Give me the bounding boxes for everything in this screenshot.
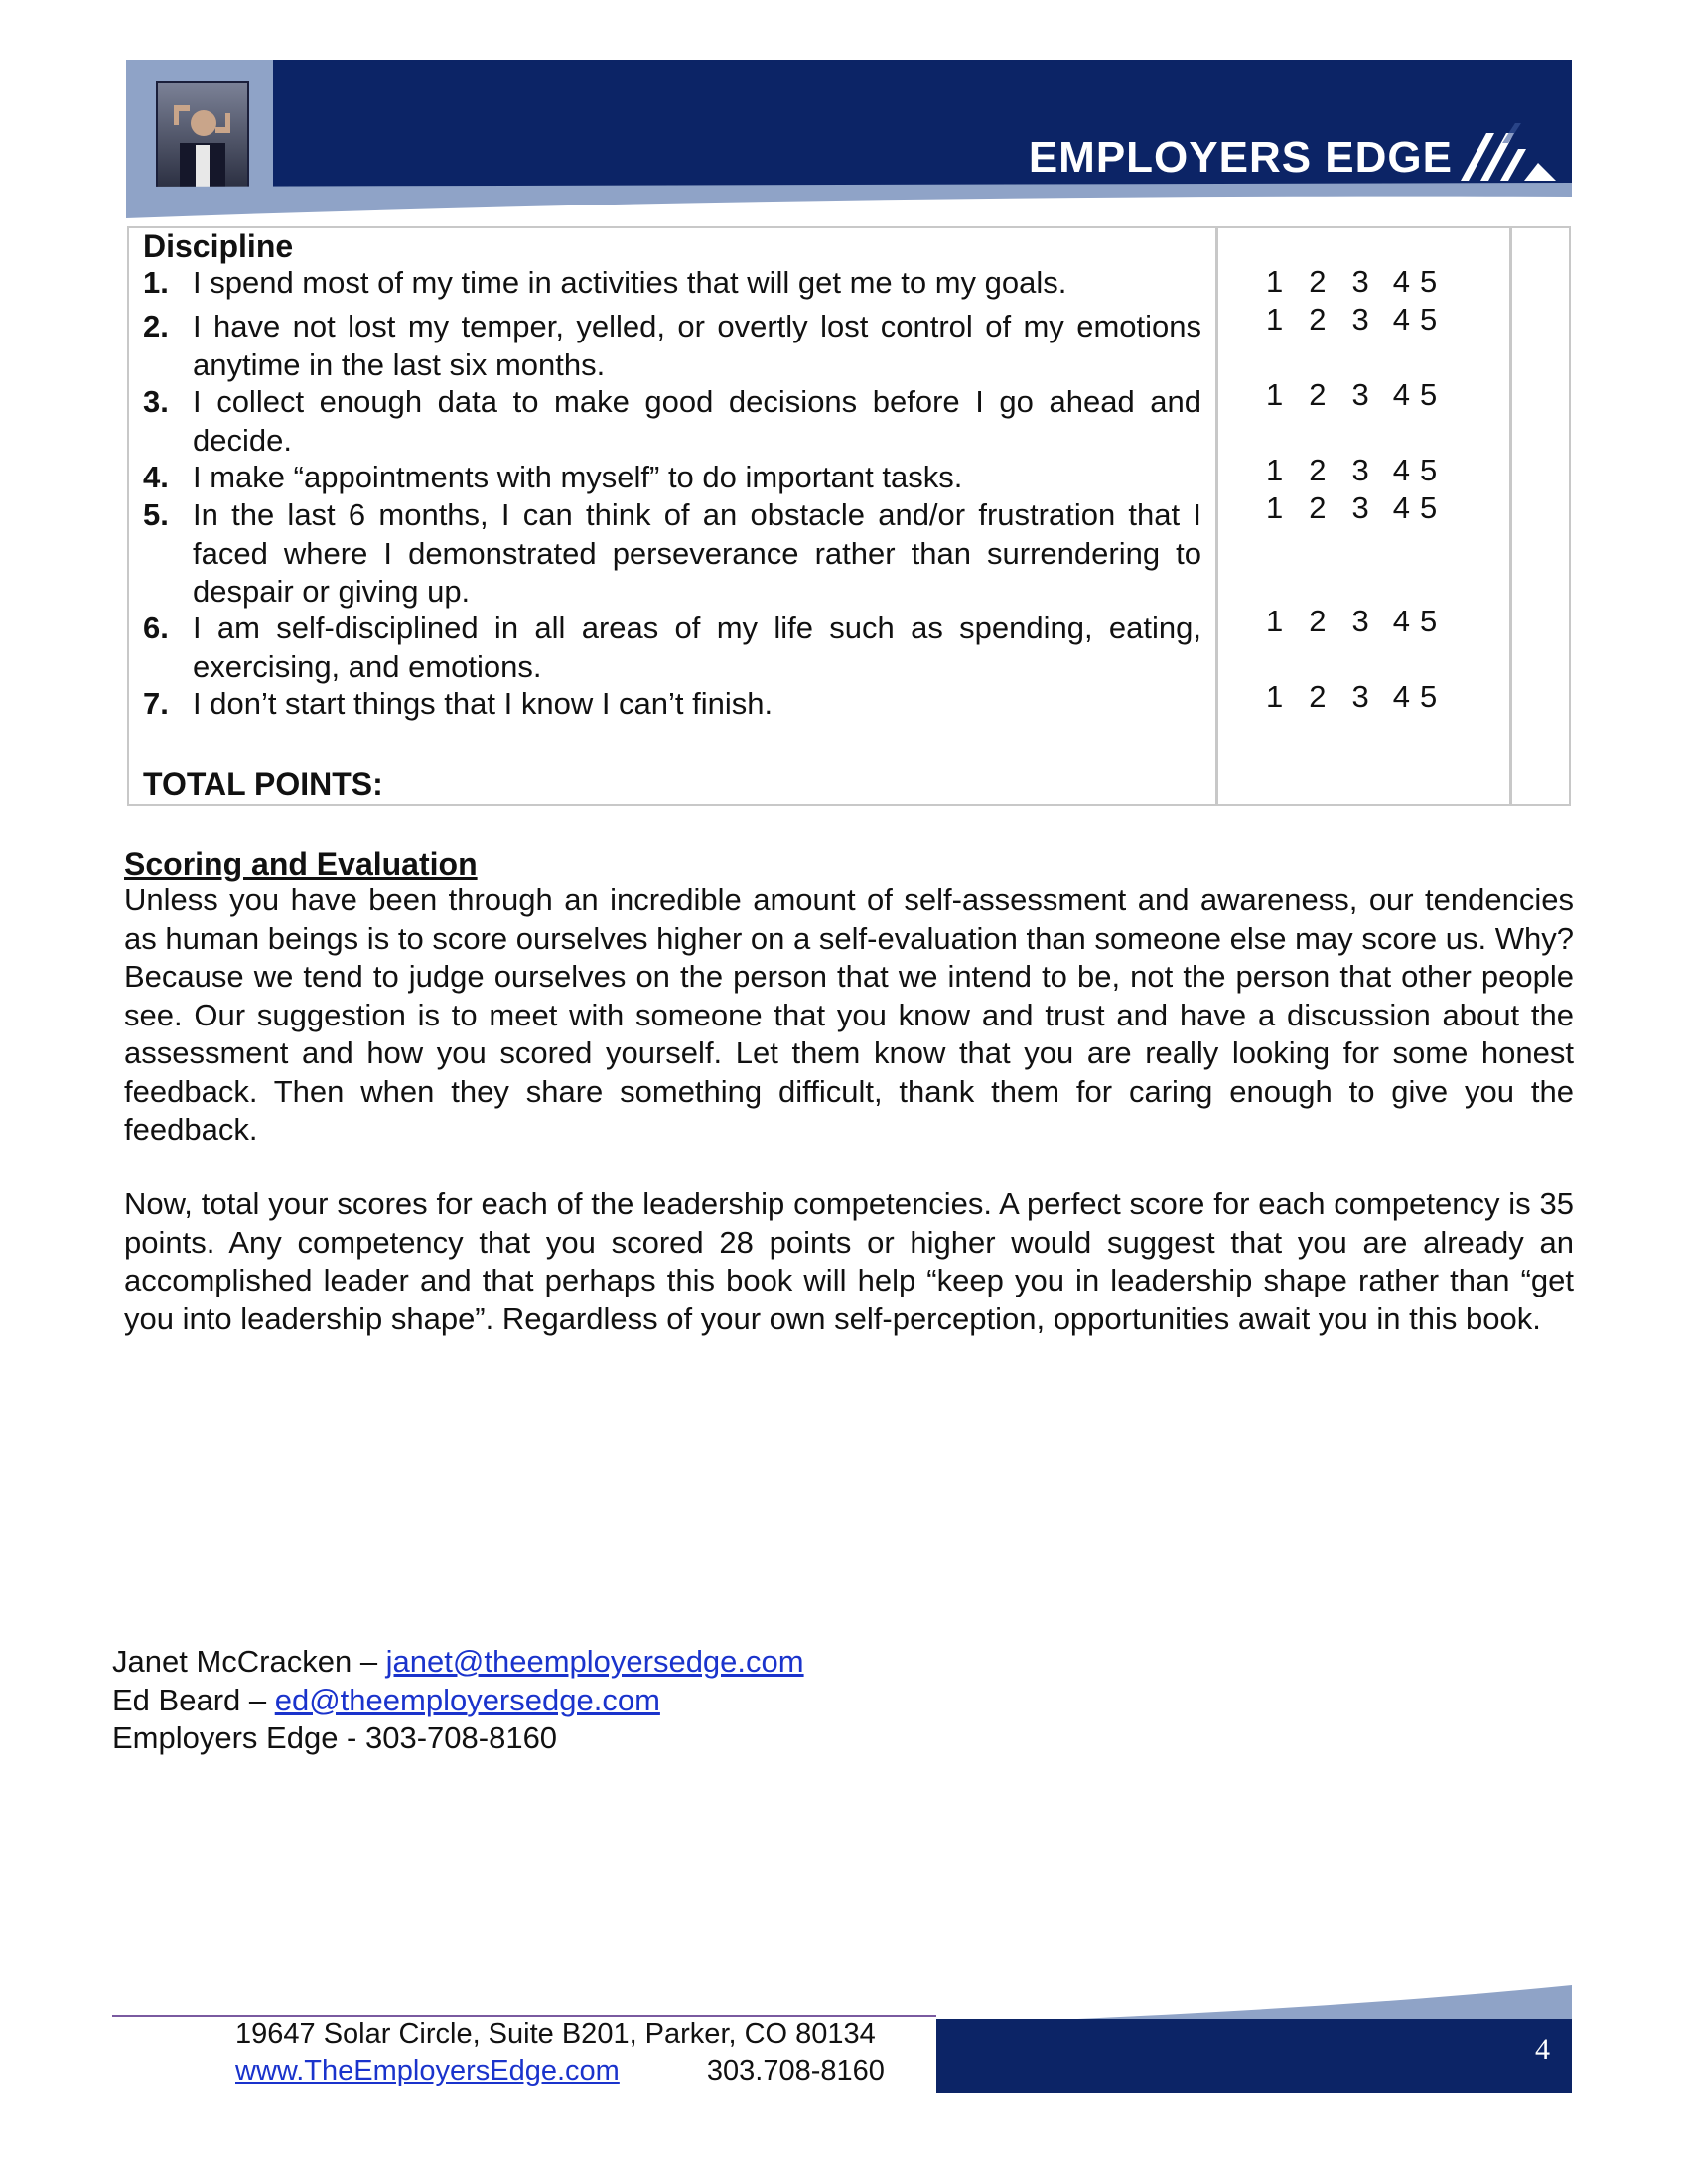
statement-text: I am self-disciplined in all areas of my life such as spending, eating, exercising, and emotions. (193, 611, 1201, 684)
website-link[interactable]: www.TheEmployersEdge.com (235, 2055, 620, 2087)
rating-option[interactable]: 2 (1309, 264, 1327, 299)
contact-list (112, 1643, 804, 1758)
rating-option[interactable]: 3 (1351, 377, 1369, 412)
footer-band (936, 2019, 1572, 2093)
page-header (126, 60, 1572, 187)
header-swoosh (126, 179, 1572, 218)
rating-option[interactable]: 5 (1420, 302, 1438, 337)
rating-option[interactable]: 4 (1392, 302, 1410, 337)
statement-number: 4. (143, 460, 169, 494)
rating-option[interactable]: 3 (1351, 453, 1369, 487)
rating-option[interactable]: 5 (1420, 679, 1438, 714)
statement-number: 7. (143, 686, 169, 721)
rating-option[interactable]: 3 (1351, 264, 1369, 299)
rating-scale[interactable] (1266, 490, 1463, 526)
assessment-table (127, 226, 1571, 806)
contact-name: Ed Beard – (112, 1682, 275, 1717)
scoring-paragraph: Now, total your scores for each of the leadership competencies. A perfect score for each competency is 35 points. Any competency that you scored 28 points or higher would suggest that you are already an accomplished leader and that perhaps this book will help “keep you in leadership shape rather than “get you into leadership shape”. Regardless of your own self-perception, opportunities await you in this book. (124, 1186, 1574, 1336)
rating-option[interactable]: 2 (1309, 490, 1327, 525)
statement-number: 6. (143, 611, 169, 645)
statement-text: In the last 6 months, I can think of an obstacle and/or frustration that I faced where I demonstrated perseverance rather than surrendering to despair or giving up. (193, 497, 1201, 609)
statement-text: I spend most of my time in activities that will get me to my goals. (193, 265, 1067, 300)
statement-4 (143, 459, 1201, 497)
statement-text: I make “appointments with myself” to do important tasks. (193, 460, 963, 494)
rating-option[interactable]: 4 (1392, 490, 1410, 525)
rating-scale[interactable] (1266, 264, 1463, 300)
table-title: Discipline (143, 228, 294, 264)
rating-option[interactable]: 4 (1392, 604, 1410, 638)
statement-7 (143, 685, 1201, 724)
rating-option[interactable]: 1 (1266, 302, 1284, 337)
email-link[interactable]: janet@theemployersedge.com (385, 1644, 804, 1679)
contact-line (112, 1682, 804, 1720)
statement-5 (143, 496, 1201, 612)
section-title: Scoring and Evaluation (124, 846, 478, 882)
rating-option[interactable]: 2 (1309, 679, 1327, 714)
statement-text: I collect enough data to make good decisions before I go ahead and decide. (193, 384, 1201, 458)
rating-option[interactable]: 4 (1392, 264, 1410, 299)
statement-1 (143, 264, 1201, 303)
contact-line (112, 1643, 804, 1682)
company-phone: Employers Edge - 303-708-8160 (112, 1720, 558, 1755)
rating-option[interactable]: 5 (1420, 604, 1438, 638)
rating-scale[interactable] (1266, 453, 1463, 488)
rating-option[interactable]: 5 (1420, 264, 1438, 299)
rating-option[interactable]: 3 (1351, 302, 1369, 337)
brand-title: EMPLOYERS EDGE (1028, 133, 1453, 182)
rating-option[interactable]: 2 (1309, 453, 1327, 487)
total-points-label: TOTAL POINTS: (143, 766, 383, 802)
rating-option[interactable]: 1 (1266, 604, 1284, 638)
rating-scale[interactable] (1266, 302, 1463, 338)
rating-option[interactable]: 3 (1351, 490, 1369, 525)
rating-option[interactable]: 1 (1266, 490, 1284, 525)
statement-6 (143, 610, 1201, 686)
rating-option[interactable]: 1 (1266, 377, 1284, 412)
page-number: 4 (1535, 2033, 1550, 2066)
rating-option[interactable]: 1 (1266, 679, 1284, 714)
rating-option[interactable]: 1 (1266, 453, 1284, 487)
scoring-paragraph: Unless you have been through an incredible amount of self-assessment and awareness, our tendencies as human beings is to score ourselves higher on a self-evaluation than someone else may score us. Why? Because we tend to judge ourselves on the person that we intend to be, not the person that other people see. Our suggestion is to meet with someone that you know and trust and have a discussion about the assessment and how you scored yourself. Let them know that you are really looking for some honest feedback. Then when they share something difficult, thank them for caring enough to give you the feedback. (124, 883, 1574, 1147)
rating-option[interactable]: 5 (1420, 377, 1438, 412)
contact-line (112, 1719, 804, 1758)
rating-option[interactable]: 3 (1351, 679, 1369, 714)
footer-contact-line (235, 2053, 885, 2090)
rating-scale[interactable] (1266, 679, 1463, 715)
rating-option[interactable]: 4 (1392, 453, 1410, 487)
rating-option[interactable]: 3 (1351, 604, 1369, 638)
column-divider (1509, 228, 1512, 804)
statement-number: 3. (143, 384, 169, 419)
rating-option[interactable]: 5 (1420, 490, 1438, 525)
rating-option[interactable]: 1 (1266, 264, 1284, 299)
rating-option[interactable]: 4 (1392, 377, 1410, 412)
rating-option[interactable]: 4 (1392, 679, 1410, 714)
rating-option[interactable]: 5 (1420, 453, 1438, 487)
contact-name: Janet McCracken – (112, 1644, 386, 1679)
statement-number: 2. (143, 309, 169, 343)
rating-option[interactable]: 2 (1309, 377, 1327, 412)
footer-phone: 303.708-8160 (706, 2055, 885, 2087)
person-framing-photo-icon (156, 81, 249, 189)
email-link[interactable]: ed@theemployersedge.com (274, 1682, 660, 1717)
statement-number: 1. (143, 265, 169, 300)
statement-text: I have not lost my temper, yelled, or overtly lost control of my emotions anytime in the last six months. (193, 309, 1201, 382)
column-divider (1215, 228, 1218, 804)
rating-scale[interactable] (1266, 377, 1463, 413)
footer-address-block (235, 2016, 885, 2090)
statement-number: 5. (143, 497, 169, 532)
footer-address: 19647 Solar Circle, Suite B201, Parker, CO 80134 (235, 2018, 876, 2050)
brand-logo-icon (1459, 123, 1558, 183)
statement-text: I don’t start things that I know I can’t finish. (193, 686, 774, 721)
rating-option[interactable]: 2 (1309, 302, 1327, 337)
rating-scale[interactable] (1266, 604, 1463, 639)
rating-option[interactable]: 2 (1309, 604, 1327, 638)
statement-2 (143, 308, 1201, 384)
statement-3 (143, 383, 1201, 460)
